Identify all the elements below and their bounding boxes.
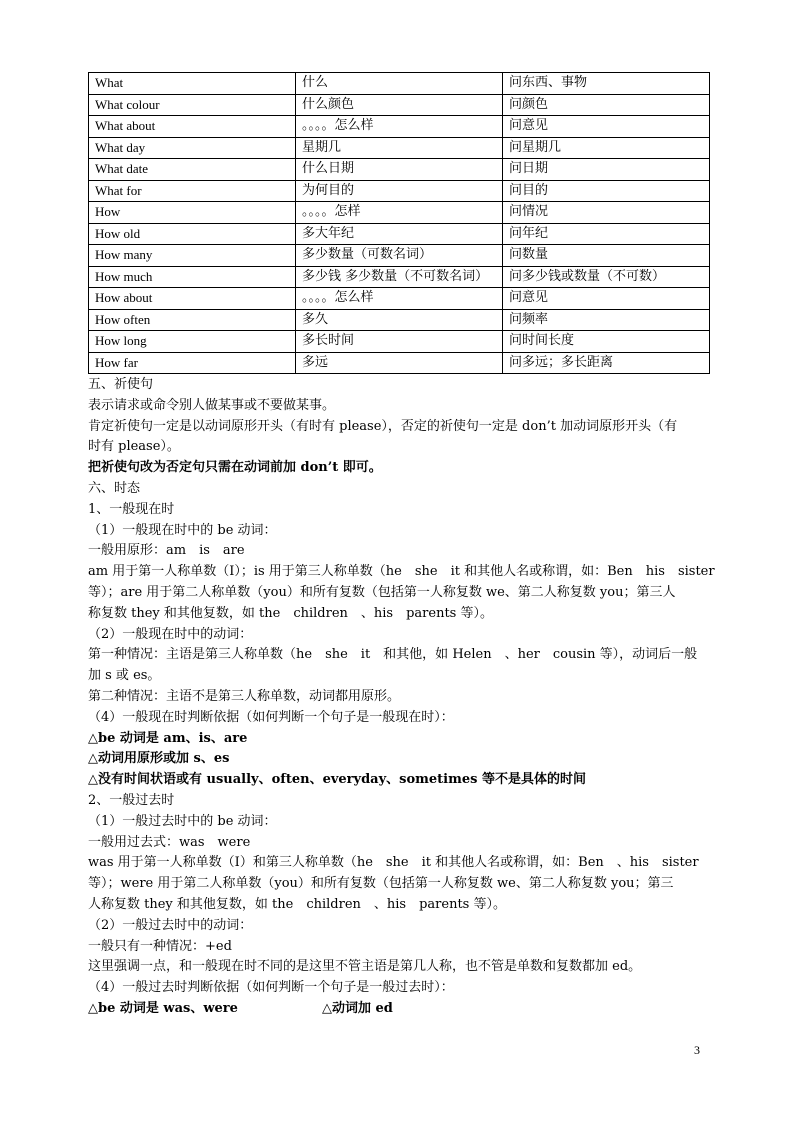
question-word-cell: How far: [89, 352, 296, 374]
usage-cell: 问时间长度: [503, 331, 710, 353]
question-word-cell: What about: [89, 116, 296, 138]
table-row: [89, 73, 710, 95]
question-word-cell: How about: [89, 288, 296, 310]
paragraph-line: （1）一般过去时中的 be 动词：: [88, 813, 277, 829]
paragraph-line: 这里强调一点，和一般现在时不同的是这里不管主语是第几人称，也不管是单数和复数都加 ed。: [88, 959, 642, 975]
paragraph-line: 等）；are 用于第二人称单数（you）和所有复数（包括第一人称复数 we、第二人称复数 you；第三人: [88, 584, 676, 600]
bold-criterion-line: △be 动词是 am、is、are: [88, 730, 248, 746]
usage-cell: 问频率: [503, 309, 710, 331]
question-word-table: [88, 72, 710, 374]
usage-cell: 问目的: [503, 180, 710, 202]
question-word-cell: How: [89, 202, 296, 224]
paragraph-line: 一般只有一种情况：+ed: [88, 938, 232, 954]
document-body: [88, 72, 728, 1020]
meaning-cell: 。。。。怎么样: [296, 116, 503, 138]
question-word-cell: How much: [89, 266, 296, 288]
paragraph-line: （4）一般现在时判断依据（如何判断一个句子是一般现在时）：: [88, 709, 454, 725]
table-row: [89, 202, 710, 224]
usage-cell: 问东西、事物: [503, 73, 710, 95]
paragraph-line: 称复数 they 和其他复数，如 the children 、his parents 等）。: [88, 605, 493, 621]
question-word-cell: What day: [89, 137, 296, 159]
question-word-cell: How old: [89, 223, 296, 245]
meaning-cell: 多少数量（可数名词）: [296, 245, 503, 267]
bold-criterion-line: △动词用原形或加 s、es: [88, 751, 230, 767]
meaning-cell: 多久: [296, 309, 503, 331]
meaning-cell: 多远: [296, 352, 503, 374]
question-word-cell: What: [89, 73, 296, 95]
question-word-cell: What for: [89, 180, 296, 202]
paragraph-line: am 用于第一人称单数（I）；is 用于第三人称单数（he she it 和其他人名或称谓，如：Ben his sister: [88, 564, 715, 580]
usage-cell: 问多远；多长距离: [503, 352, 710, 374]
table-row: [89, 223, 710, 245]
paragraph-line: 一般用过去式：was were: [88, 834, 251, 850]
table-row: [89, 266, 710, 288]
question-word-cell: How often: [89, 309, 296, 331]
question-word-cell: What date: [89, 159, 296, 181]
table-row: [89, 94, 710, 116]
paragraph-line: 一般用原形：am is are: [88, 543, 245, 559]
table-row: [89, 137, 710, 159]
question-word-table-body: [89, 73, 710, 374]
question-word-cell: How many: [89, 245, 296, 267]
table-row: [89, 245, 710, 267]
meaning-cell: 。。。。怎么样: [296, 288, 503, 310]
paragraph-line: 第一种情况：主语是第三人称单数（he she it 和其他，如 Helen 、her cousin 等），动词后一般: [88, 647, 698, 663]
section-heading-imperative: 五、祈使句: [88, 377, 154, 392]
usage-cell: 问情况: [503, 202, 710, 224]
meaning-cell: 多大年纪: [296, 223, 503, 245]
table-row: [89, 352, 710, 374]
paragraph-line: 肯定祈使句一定是以动词原形开头（有时有 please），否定的祈使句一定是 don’t 加动词原形开头（有: [88, 418, 678, 434]
meaning-cell: 多少钱 多少数量（不可数名词）: [296, 266, 503, 288]
meaning-cell: 星期几: [296, 137, 503, 159]
subheading-past-tense: 2、一般过去时: [88, 792, 175, 808]
paragraph-line: 时有 please）。: [88, 439, 180, 455]
usage-cell: 问多少钱或数量（不可数）: [503, 266, 710, 288]
table-row: [89, 309, 710, 331]
paragraph-line: 第二种情况：主语不是第三人称单数，动词都用原形。: [88, 688, 401, 704]
paragraph-line: 加 s 或 es。: [88, 668, 161, 684]
body-text: [88, 375, 728, 1020]
table-row: [89, 116, 710, 138]
paragraph-line: 等）；were 用于第二人称单数（you）和所有复数（包括第一人称复数 we、第二人称复数 you；第三: [88, 876, 674, 892]
paragraph-line: （4）一般过去时判断依据（如何判断一个句子是一般过去时）：: [88, 980, 454, 996]
usage-cell: 问意见: [503, 288, 710, 310]
meaning-cell: 什么: [296, 73, 503, 95]
paragraph-line: 人称复数 they 和其他复数，如 the children 、his parents 等）。: [88, 896, 506, 912]
paragraph-line: （2）一般过去时中的动词：: [88, 917, 253, 933]
table-row: [89, 180, 710, 202]
meaning-cell: 什么颜色: [296, 94, 503, 116]
table-row: [89, 331, 710, 353]
usage-cell: 问年纪: [503, 223, 710, 245]
paragraph-line: （1）一般现在时中的 be 动词：: [88, 522, 277, 538]
section-heading-tenses: 六、时态: [88, 480, 141, 496]
table-row: [89, 159, 710, 181]
page-number: 3: [694, 1043, 700, 1057]
usage-cell: 问日期: [503, 159, 710, 181]
meaning-cell: 为何目的: [296, 180, 503, 202]
subheading-present-tense: 1、一般现在时: [88, 501, 175, 517]
meaning-cell: 多长时间: [296, 331, 503, 353]
table-row: [89, 288, 710, 310]
paragraph-line: 表示请求或命令别人做某事或不要做某事。: [88, 397, 336, 413]
paragraph-line: was 用于第一人称单数（I）和第三人称单数（he she it 和其他人名或称谓，如：Ben 、his sister: [88, 855, 699, 871]
usage-cell: 问意见: [503, 116, 710, 138]
question-word-cell: What colour: [89, 94, 296, 116]
bold-rule-line: 把祈使句改为否定句只需在动词前加 don’t 即可。: [88, 460, 382, 476]
bold-criterion-line: [88, 999, 728, 1020]
usage-cell: 问数量: [503, 245, 710, 267]
criterion-verb-ed: △动词加 ed: [322, 1000, 393, 1016]
usage-cell: 问颜色: [503, 94, 710, 116]
question-word-cell: How long: [89, 331, 296, 353]
bold-criterion-line: △没有时间状语或有 usually、often、everyday、sometimes 等不是具体的时间: [88, 772, 586, 788]
paragraph-line: （2）一般现在时中的动词：: [88, 626, 253, 642]
meaning-cell: 。。。。怎样: [296, 202, 503, 224]
usage-cell: 问星期几: [503, 137, 710, 159]
meaning-cell: 什么日期: [296, 159, 503, 181]
criterion-be-verb: △be 动词是 was、were: [88, 1000, 238, 1016]
